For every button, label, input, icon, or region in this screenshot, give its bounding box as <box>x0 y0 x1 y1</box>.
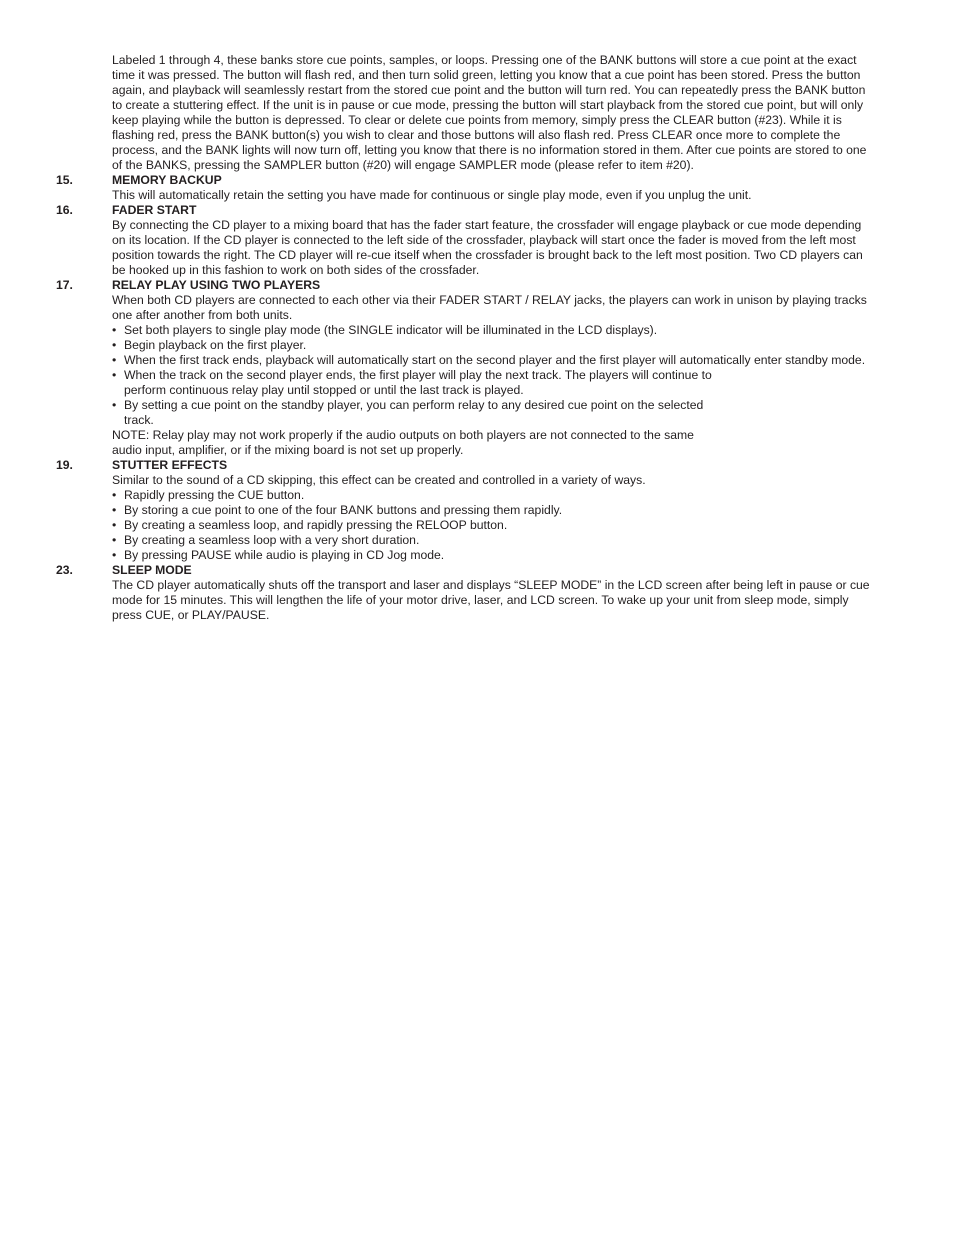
section-heading: SLEEP MODE <box>112 563 192 577</box>
bullet-icon: • <box>112 353 117 367</box>
section-sleep-mode <box>0 563 954 623</box>
section-number: 23. <box>56 563 73 577</box>
bullet-text: By storing a cue point to one of the four BANK buttons and pressing them rapidly. <box>124 503 563 517</box>
note-line: NOTE: Relay play may not work properly if the audio outputs on both players are not connected to the same <box>112 428 694 442</box>
intro-line: to create a stuttering effect. If the unit is in pause or cue mode, pressing the button will start playback from the stored cue point, but will only <box>112 98 864 112</box>
bullet-text: Set both players to single play mode (the SINGLE indicator will be illuminated in the LCD displays). <box>124 323 658 337</box>
section-number: 17. <box>56 278 73 292</box>
intro-line: of the BANKS, pressing the SAMPLER button (#20) will engage SAMPLER mode (please refer to item #20). <box>112 158 694 172</box>
section-heading: FADER START <box>112 203 197 217</box>
list-item <box>0 398 954 413</box>
bullet-icon: • <box>112 323 117 337</box>
bullet-text: Rapidly pressing the CUE button. <box>124 488 305 502</box>
bullet-icon: • <box>112 368 117 382</box>
bullet-text: By creating a seamless loop, and rapidly pressing the RELOOP button. <box>124 518 508 532</box>
section-number: 19. <box>56 458 73 472</box>
note-line: audio input, amplifier, or if the mixing board is not set up properly. <box>112 443 464 457</box>
section-body-line: mode for 15 minutes. This will lengthen the life of your motor drive, laser, and LCD screen. To wake up your unit from sleep mode, simply <box>112 593 849 607</box>
list-item <box>0 338 954 353</box>
bullet-text: When the first track ends, playback will automatically start on the second player and the first player will automatically enter standby mode. <box>124 353 866 367</box>
bullet-text: By setting a cue point on the standby player, you can perform relay to any desired cue point on the selected <box>124 398 704 412</box>
intro-line: keep playing while the button is depressed. To clear or delete cue points from memory, simply press the CLEAR button (#23). While it is <box>112 113 842 127</box>
bullet-text-continued: perform continuous relay play until stopped or until the last track is played. <box>124 383 524 397</box>
bullet-icon: • <box>112 518 117 532</box>
section-number: 15. <box>56 173 73 187</box>
section-body-line: one after another from both units. <box>112 308 293 322</box>
intro-line: process, and the BANK lights will now turn off, letting you know that there is no information stored in them. After cue points are stored to one <box>112 143 867 157</box>
section-body-line: The CD player automatically shuts off the transport and laser and displays “SLEEP MODE” in the LCD screen after being left in pause or cue <box>112 578 870 592</box>
bullet-icon: • <box>112 533 117 547</box>
intro-line: Labeled 1 through 4, these banks store cue points, samples, or loops. Pressing one of the BANK buttons will store a cue point at the exact <box>112 53 857 67</box>
section-relay-play <box>0 278 954 458</box>
bullet-icon: • <box>112 548 117 562</box>
section-body-line: Similar to the sound of a CD skipping, this effect can be created and controlled in a variety of ways. <box>112 473 646 487</box>
manual-page <box>0 53 954 623</box>
bullet-icon: • <box>112 503 117 517</box>
section-fader-start <box>0 203 954 278</box>
section-body-line: This will automatically retain the setting you have made for continuous or single play mode, even if you unplug the unit. <box>112 188 752 202</box>
section-number: 16. <box>56 203 73 217</box>
intro-line: time it was pressed. The button will flash red, and then turn solid green, letting you know that a cue point has been stored. Press the button <box>112 68 861 82</box>
bullet-text: Begin playback on the first player. <box>124 338 307 352</box>
intro-line: again, and playback will seamlessly restart from the stored cue point and the button will turn red. You can repeatedly press the BANK button <box>112 83 866 97</box>
list-item <box>0 323 954 338</box>
section-heading: STUTTER EFFECTS <box>112 458 228 472</box>
bullet-text: By creating a seamless loop with a very short duration. <box>124 533 420 547</box>
bullet-text-continued: track. <box>124 413 154 427</box>
bullet-icon: • <box>112 338 117 352</box>
list-item <box>0 353 954 368</box>
section-body-line: be hooked up in this fashion to work on both sides of the crossfader. <box>112 263 480 277</box>
section-body-line: press CUE, or PLAY/PAUSE. <box>112 608 270 622</box>
bullet-text: By pressing PAUSE while audio is playing in CD Jog mode. <box>124 548 445 562</box>
section-heading: MEMORY BACKUP <box>112 173 222 187</box>
section-memory-backup <box>0 173 954 203</box>
intro-line: flashing red, press the BANK button(s) you wish to clear and those buttons will also flash red. Press CLEAR once more to complete the <box>112 128 841 142</box>
list-item <box>0 488 954 503</box>
section-body-line: By connecting the CD player to a mixing board that has the fader start feature, the crossfader will engage playback or cue mode depending <box>112 218 862 232</box>
section-stutter-effects <box>0 458 954 563</box>
list-item <box>0 503 954 518</box>
list-item <box>0 533 954 548</box>
list-item <box>0 518 954 533</box>
section-body-line: on its location. If the CD player is connected to the left side of the crossfader, playback will start once the fader is moved from the left most <box>112 233 856 247</box>
section-heading: RELAY PLAY USING TWO PLAYERS <box>112 278 321 292</box>
bullet-text: When the track on the second player ends, the first player will play the next track. The players will continue to <box>124 368 712 382</box>
section-body-line: When both CD players are connected to each other via their FADER START / RELAY jacks, the players can work in unison by playing tracks <box>112 293 867 307</box>
section-body-line: position towards the right. The CD player will re-cue itself when the crossfader is brought back to the left most position. Two CD players can <box>112 248 863 262</box>
intro-paragraph <box>0 53 954 173</box>
bullet-icon: • <box>112 398 117 412</box>
bullet-icon: • <box>112 488 117 502</box>
list-item <box>0 548 954 563</box>
list-item <box>0 368 954 383</box>
